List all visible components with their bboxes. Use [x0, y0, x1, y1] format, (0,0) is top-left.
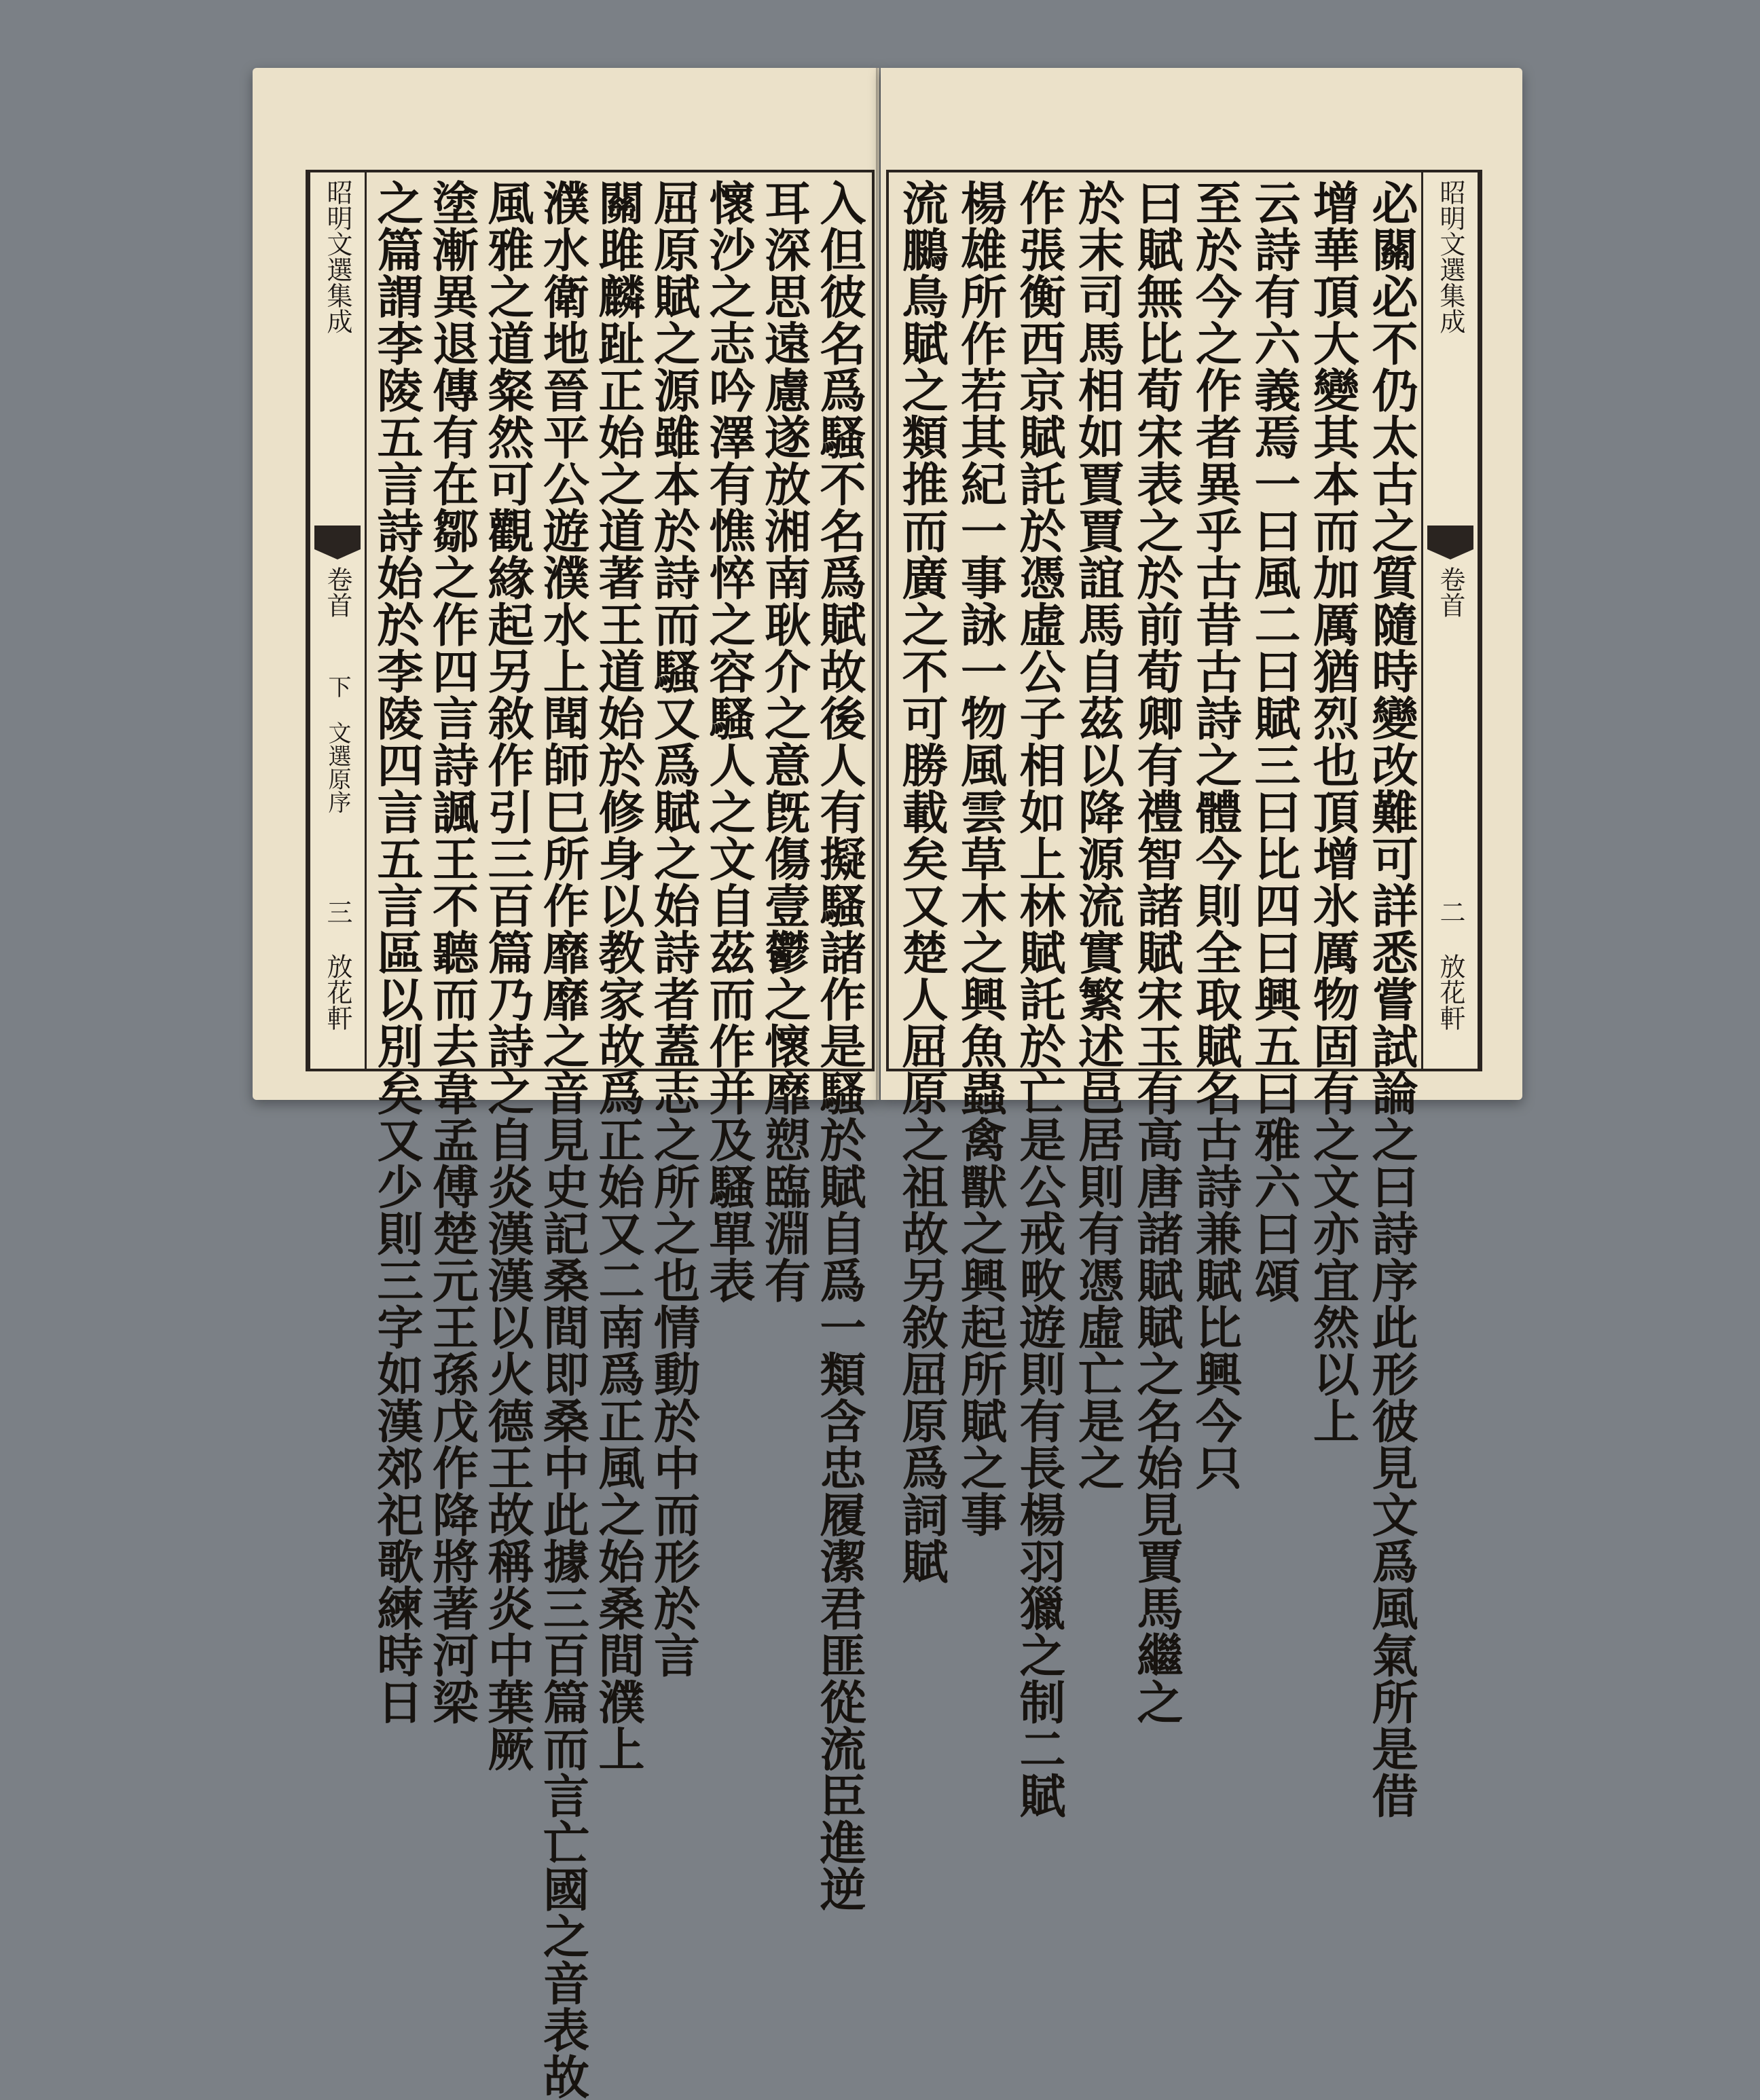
text-column: 屈原賦之源雖本於詩而騷又爲賦之始詩者蓋志之所之也情動於中而形於言 [646, 179, 701, 1678]
left-page-frame [306, 170, 875, 2100]
gutter-title: 昭明文選集成 [323, 179, 352, 334]
left-page-text [369, 179, 866, 2100]
text-column: 增華頂大變其本而加厲猶烈也頂增氷厲物固有之文亦宜然以上 [1305, 179, 1360, 1444]
right-page [881, 68, 1522, 1819]
text-column: 至於今之作者異乎古昔古詩之體今則全取賦名古詩兼賦比興今只 [1188, 179, 1243, 1491]
text-column: 關雎麟趾正始之道著王道始於修身以教家故爲正始又二南爲正風之始桑間濮上 [591, 179, 645, 1772]
open-book [253, 68, 1522, 2100]
gutter-page-number: 三 [323, 899, 352, 925]
text-column: 云詩有六義焉一曰風二曰賦三曰比四曰興五曰雅六曰頌 [1247, 179, 1301, 1304]
gutter-title: 昭明文選集成 [1435, 179, 1465, 334]
gutter-subtitle: 下 文選原序 [324, 675, 351, 813]
text-column: 曰賦無比荀宋表之於前荀卿有禮智諸賦宋玉有高唐諸賦賦之名始見賈馬繼之 [1129, 179, 1184, 1725]
text-column: 耳深思遠慮遂放湘南耿介之意旣傷壹鬱之懷靡愬臨淵有 [756, 179, 811, 1304]
text-column: 懷沙之志吟澤有憔悴之容騷人之文自茲而作并及騷單表 [701, 179, 756, 1304]
left-page-gutter [308, 172, 367, 1069]
text-column: 作張衡西京賦託於憑虛公子相如上林賦託於亡是公戒畋遊則有長楊羽獵之制二賦 [1012, 179, 1066, 1819]
gutter-publisher: 放花軒 [1435, 953, 1465, 1031]
text-column: 於末司馬相如賈賈誼馬自茲以降源流實繁述邑居則有憑虛亡是之 [1070, 179, 1125, 1491]
gutter-section: 卷首 [323, 566, 352, 618]
right-page-gutter [1421, 172, 1480, 1069]
text-column: 必關必不仍太古之質隨時變改難可詳悉嘗試論之曰詩序此形彼見文爲風氣所是借 [1364, 179, 1418, 1819]
text-column: 之篇謂李陵五言詩始於李陵四言五言區以別矣又少則三字如漢郊祀歌練時日 [369, 179, 424, 1725]
gutter-publisher: 放花軒 [323, 953, 352, 1031]
gutter-page-number: 二 [1435, 899, 1465, 925]
text-column: 風雅之道粲然可觀緣起另敘作引三百篇乃詩之自炎漢漢以火德王故稱炎中葉厥 [480, 179, 534, 1772]
text-column: 濮水衛地晉平公遊濮水上聞師巳所作靡靡之音見史記桑間即桑中此據三百篇而言亡國之音表故 [535, 179, 590, 2100]
left-page [253, 68, 879, 2100]
fish-tail-mark [314, 526, 361, 559]
right-page-text [894, 179, 1418, 1819]
fish-tail-mark [1427, 526, 1473, 559]
right-page-frame [886, 170, 1482, 1819]
text-column: 塗漸異退傳有在鄒之作四言詩諷王不聽而去韋孟傅楚元王孫戊作降將著河梁 [424, 179, 479, 1725]
text-column: 流鵩鳥賦之類推而廣之不可勝載矣又楚人屈原之祖故另敘屈原爲詞賦 [894, 179, 949, 1585]
gutter-section: 卷首 [1435, 566, 1465, 618]
text-column: 楊雄所作若其紀一事詠一物風雲草木之興魚蟲禽獸之興起所賦之事 [953, 179, 1008, 1538]
text-column: 入但彼名爲騷不名爲賦故後人有擬騷諸作是騷於賦自爲一類含忠履潔君匪從流臣進逆 [812, 179, 866, 1913]
